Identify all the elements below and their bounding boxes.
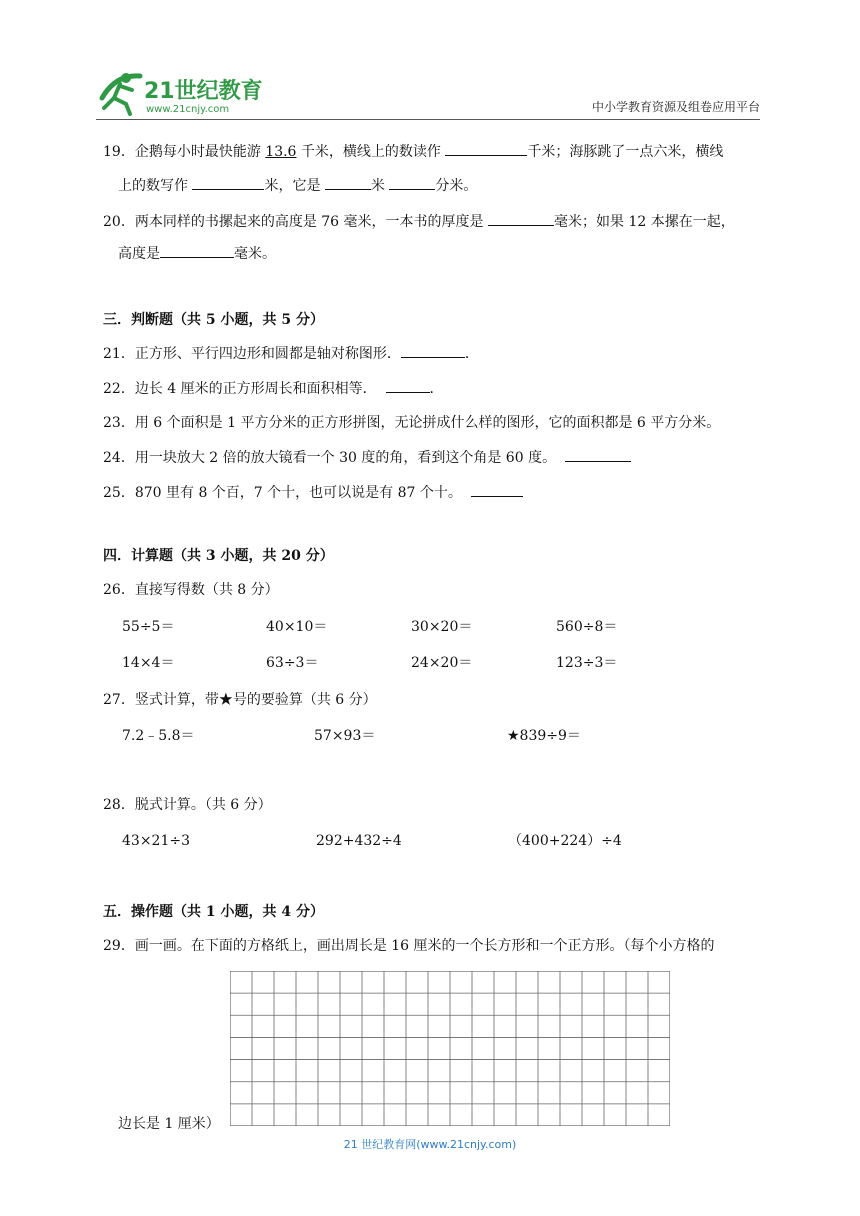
- q24-text: 用一块放大 2 倍的放大镜看一个 30 度的角，看到这个角是 60 度。: [134, 450, 557, 466]
- q27-text: 竖式计算，带★号的要验算（共 6 分）: [134, 692, 377, 708]
- platform-name: 中小学教育资源及组卷应用平台: [591, 100, 760, 114]
- q19-text-1: 企鹅每小时最快能游: [134, 144, 261, 160]
- calc-item: 123÷3＝: [556, 655, 618, 671]
- calc-item: 40×10＝: [266, 619, 328, 635]
- q20-text-2: 毫米；如果 12 本摞在一起，: [554, 214, 735, 230]
- q20-text-4: 毫米。: [234, 246, 276, 262]
- q19-text-4: 上的数写作: [118, 178, 188, 194]
- calc-item: 7.2﹣5.8＝: [122, 728, 195, 744]
- question-20: [103, 211, 735, 232]
- header-divider: [96, 119, 760, 120]
- answer-blank[interactable]: [325, 175, 371, 190]
- svg-text:21世纪教育: 21世纪教育: [144, 79, 263, 104]
- q22-end: ．: [429, 381, 444, 397]
- q23-text: 用 6 个面积是 1 平方分米的正方形拼图，无论拼成什么样的图形，它的面积都是 6 平方分米。: [134, 415, 721, 431]
- question-number: 23．: [103, 415, 135, 431]
- q19-text-3: 千米；海豚跳了一点六米，横线: [527, 144, 724, 160]
- question-24: [103, 447, 631, 468]
- question-20-cont: [118, 243, 276, 264]
- question-number: 26．: [103, 582, 135, 598]
- question-27: [103, 690, 377, 710]
- section-3-title: 三．判断题（共 5 小题，共 5 分）: [103, 312, 324, 328]
- calc-item: 24×20＝: [411, 655, 473, 671]
- question-23: [103, 413, 720, 433]
- svg-text:www.21cnjy.com: www.21cnjy.com: [146, 104, 230, 115]
- answer-blank[interactable]: [389, 175, 435, 190]
- footer-source: 21 世纪教育网(www.21cnjy.com): [343, 1138, 517, 1151]
- page-header: [96, 68, 760, 118]
- calc-item: 560÷8＝: [556, 619, 618, 635]
- question-number: 28．: [103, 797, 135, 813]
- q19-text-2: 千米，横线上的数读作: [300, 144, 441, 160]
- q29-text-1: 画一画。在下面的方格纸上，画出周长是 16 厘米的一个长方形和一个正方形。（每个小方格的: [134, 938, 715, 954]
- calc-item: 55÷5＝: [122, 619, 175, 635]
- logo-21cnjy: [96, 68, 266, 116]
- q19-text-7: 分米。: [435, 178, 478, 194]
- section-5-title: 五．操作题（共 1 小题，共 4 分）: [103, 904, 324, 920]
- question-19: [103, 141, 723, 162]
- calc-item: 43×21÷3: [122, 833, 190, 849]
- q26-text: 直接写得数（共 8 分）: [134, 582, 279, 598]
- section-4-title: 四．计算题（共 3 小题，共 20 分）: [103, 548, 334, 564]
- question-28: [103, 795, 272, 815]
- answer-blank[interactable]: [401, 343, 465, 358]
- calc-item: 292+432÷4: [316, 833, 402, 849]
- question-29: [103, 936, 715, 956]
- q19-underlined-value: 13.6: [265, 144, 297, 160]
- question-number: 24．: [103, 450, 135, 466]
- question-21: [103, 343, 479, 364]
- calc-item: 63÷3＝: [266, 655, 319, 671]
- question-number: 21．: [103, 346, 135, 362]
- calc-item: 14×4＝: [122, 655, 175, 671]
- question-19-cont: [118, 175, 477, 196]
- question-22: [103, 378, 444, 399]
- q21-end: ．: [464, 346, 479, 362]
- question-number: 19．: [103, 144, 135, 160]
- q19-text-6: 米: [370, 178, 385, 194]
- q28-text: 脱式计算。（共 6 分）: [134, 797, 272, 813]
- q20-text-3: 高度是: [118, 246, 160, 262]
- calc-item: ★839÷9＝: [507, 728, 581, 744]
- calc-item: 57×93＝: [314, 728, 376, 744]
- answer-blank[interactable]: [445, 141, 527, 156]
- q20-text-1: 两本同样的书摞起来的高度是 76 毫米，一本书的厚度是: [134, 214, 484, 230]
- question-number: 29．: [103, 938, 135, 954]
- q19-text-5: 米，它是: [264, 178, 321, 194]
- question-number: 25．: [103, 485, 135, 501]
- answer-blank[interactable]: [386, 378, 430, 393]
- question-29-cont: 边长是 1 厘米）: [118, 1116, 220, 1132]
- square-grid-paper[interactable]: [230, 971, 670, 1126]
- question-25: [103, 482, 523, 503]
- answer-blank[interactable]: [488, 211, 554, 226]
- answer-blank[interactable]: [192, 175, 264, 190]
- q25-text: 870 里有 8 个百，7 个十，也可以说是有 87 个十。: [134, 485, 462, 501]
- question-number: 22．: [103, 381, 135, 397]
- question-number: 20．: [103, 214, 135, 230]
- calc-item: （400+224）÷4: [508, 833, 622, 849]
- q22-text: 边长 4 厘米的正方形周长和面积相等．: [134, 381, 377, 397]
- answer-blank[interactable]: [471, 482, 523, 497]
- answer-blank[interactable]: [565, 447, 631, 462]
- q21-text: 正方形、平行四边形和圆都是轴对称图形．: [134, 346, 401, 362]
- question-number: 27．: [103, 692, 135, 708]
- answer-blank[interactable]: [160, 243, 234, 258]
- calc-item: 30×20＝: [411, 619, 473, 635]
- question-26: [103, 580, 279, 600]
